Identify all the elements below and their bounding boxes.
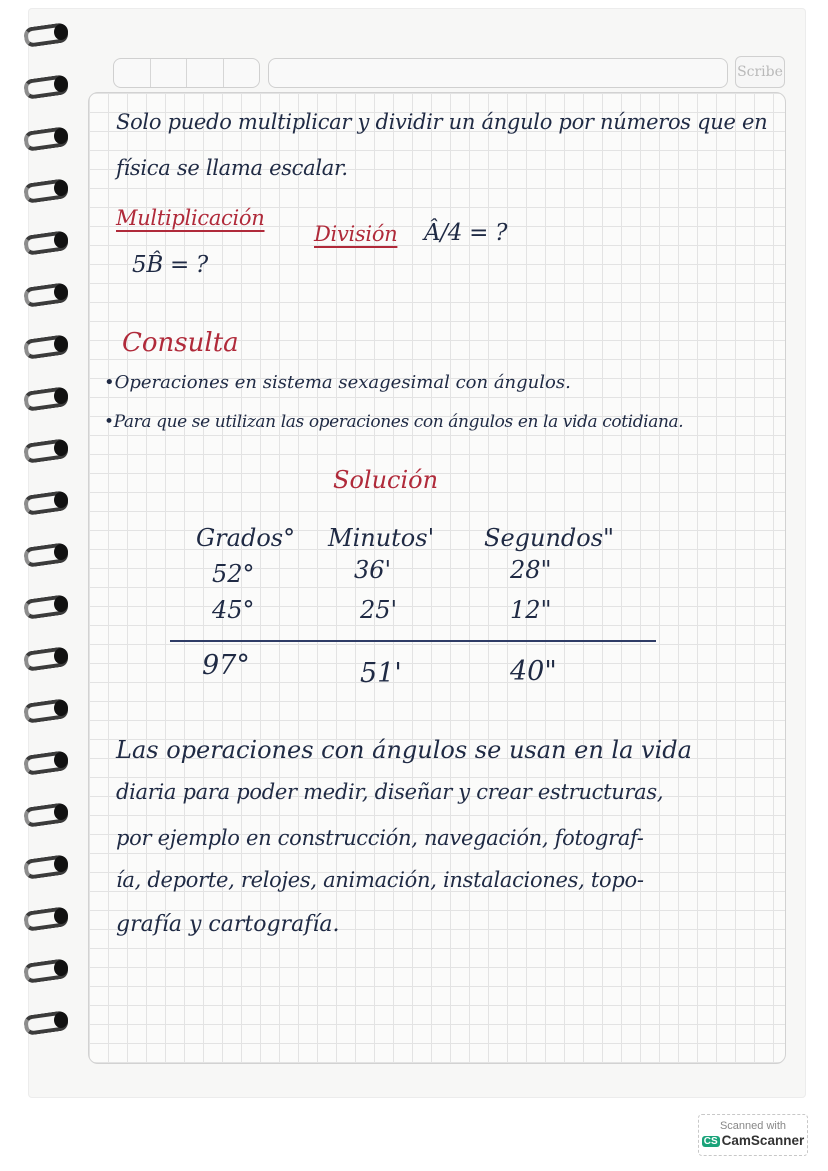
- division-heading: División: [314, 222, 398, 246]
- spiral-ring: [18, 490, 66, 510]
- consulta-bullet-1: •Operaciones en sistema sexagesimal con ángulos.: [104, 372, 571, 393]
- table-header-minutes: Minutos': [328, 524, 435, 552]
- spiral-ring: [18, 542, 66, 562]
- spiral-ring: [18, 178, 66, 198]
- spiral-ring: [18, 438, 66, 458]
- table-row-1-seconds: 28": [510, 556, 552, 584]
- spiral-ring: [18, 646, 66, 666]
- table-header-degrees: Grados°: [196, 524, 296, 552]
- date-boxes: [113, 58, 260, 88]
- division-expression: Â/4 = ?: [424, 220, 508, 246]
- spiral-ring: [18, 594, 66, 614]
- badge-brand: [699, 1133, 807, 1148]
- multiplication-expression: 5B̂ = ?: [132, 252, 208, 278]
- answer-line-2: diaria para poder medir, diseñar y crear estructuras,: [116, 780, 664, 804]
- answer-line-3: por ejemplo en construcción, navegación, fotograf-: [116, 826, 644, 850]
- table-row-1-minutes: 36': [354, 556, 392, 584]
- spiral-ring: [18, 74, 66, 94]
- answer-line-5: grafía y cartografía.: [116, 912, 340, 937]
- spiral-ring: [18, 126, 66, 146]
- table-total-degrees: 97°: [202, 650, 250, 681]
- spiral-ring: [18, 854, 66, 874]
- badge-scanned-with: Scanned with: [719, 1120, 787, 1132]
- table-total-seconds: 40": [510, 656, 557, 687]
- table-row-2-seconds: 12": [510, 596, 552, 624]
- spiral-ring: [18, 906, 66, 926]
- camscanner-logo-icon: CS: [703, 1136, 718, 1147]
- consulta-bullet-2: •Para que se utilizan las operaciones con ángulos en la vida cotidiana.: [104, 412, 684, 432]
- spiral-binding: [18, 22, 78, 1082]
- spiral-ring: [18, 1010, 66, 1030]
- brand-label: Scribe: [735, 56, 785, 88]
- table-total-minutes: 51': [360, 658, 402, 689]
- table-row-1-degrees: 52°: [212, 560, 255, 588]
- spiral-ring: [18, 750, 66, 770]
- title-field: [268, 58, 728, 88]
- intro-line-2: física se llama escalar.: [116, 156, 348, 180]
- spiral-ring: [18, 386, 66, 406]
- intro-line-1: Solo puedo multiplicar y dividir un ángulo por números que en: [116, 110, 768, 134]
- table-row-2-minutes: 25': [360, 596, 398, 624]
- spiral-ring: [18, 282, 66, 302]
- consulta-heading: Consulta: [122, 328, 239, 358]
- spiral-ring: [18, 802, 66, 822]
- spiral-ring: [18, 698, 66, 718]
- spiral-ring: [18, 22, 66, 42]
- badge-brand-name: CamScanner: [721, 1133, 805, 1148]
- spiral-ring: [18, 230, 66, 250]
- answer-line-1: Las operaciones con ángulos se usan en la vida: [116, 736, 692, 764]
- answer-line-4: ía, deporte, relojes, animación, instalaciones, topo-: [116, 868, 644, 892]
- spiral-ring: [18, 334, 66, 354]
- camscanner-badge: [698, 1114, 808, 1156]
- table-row-2-degrees: 45°: [212, 596, 255, 624]
- spiral-ring: [18, 958, 66, 978]
- table-header-seconds: Segundos": [484, 524, 615, 552]
- solution-heading: Solución: [333, 466, 439, 494]
- sum-line: [170, 640, 656, 642]
- multiplication-heading: Multiplicación: [116, 206, 265, 230]
